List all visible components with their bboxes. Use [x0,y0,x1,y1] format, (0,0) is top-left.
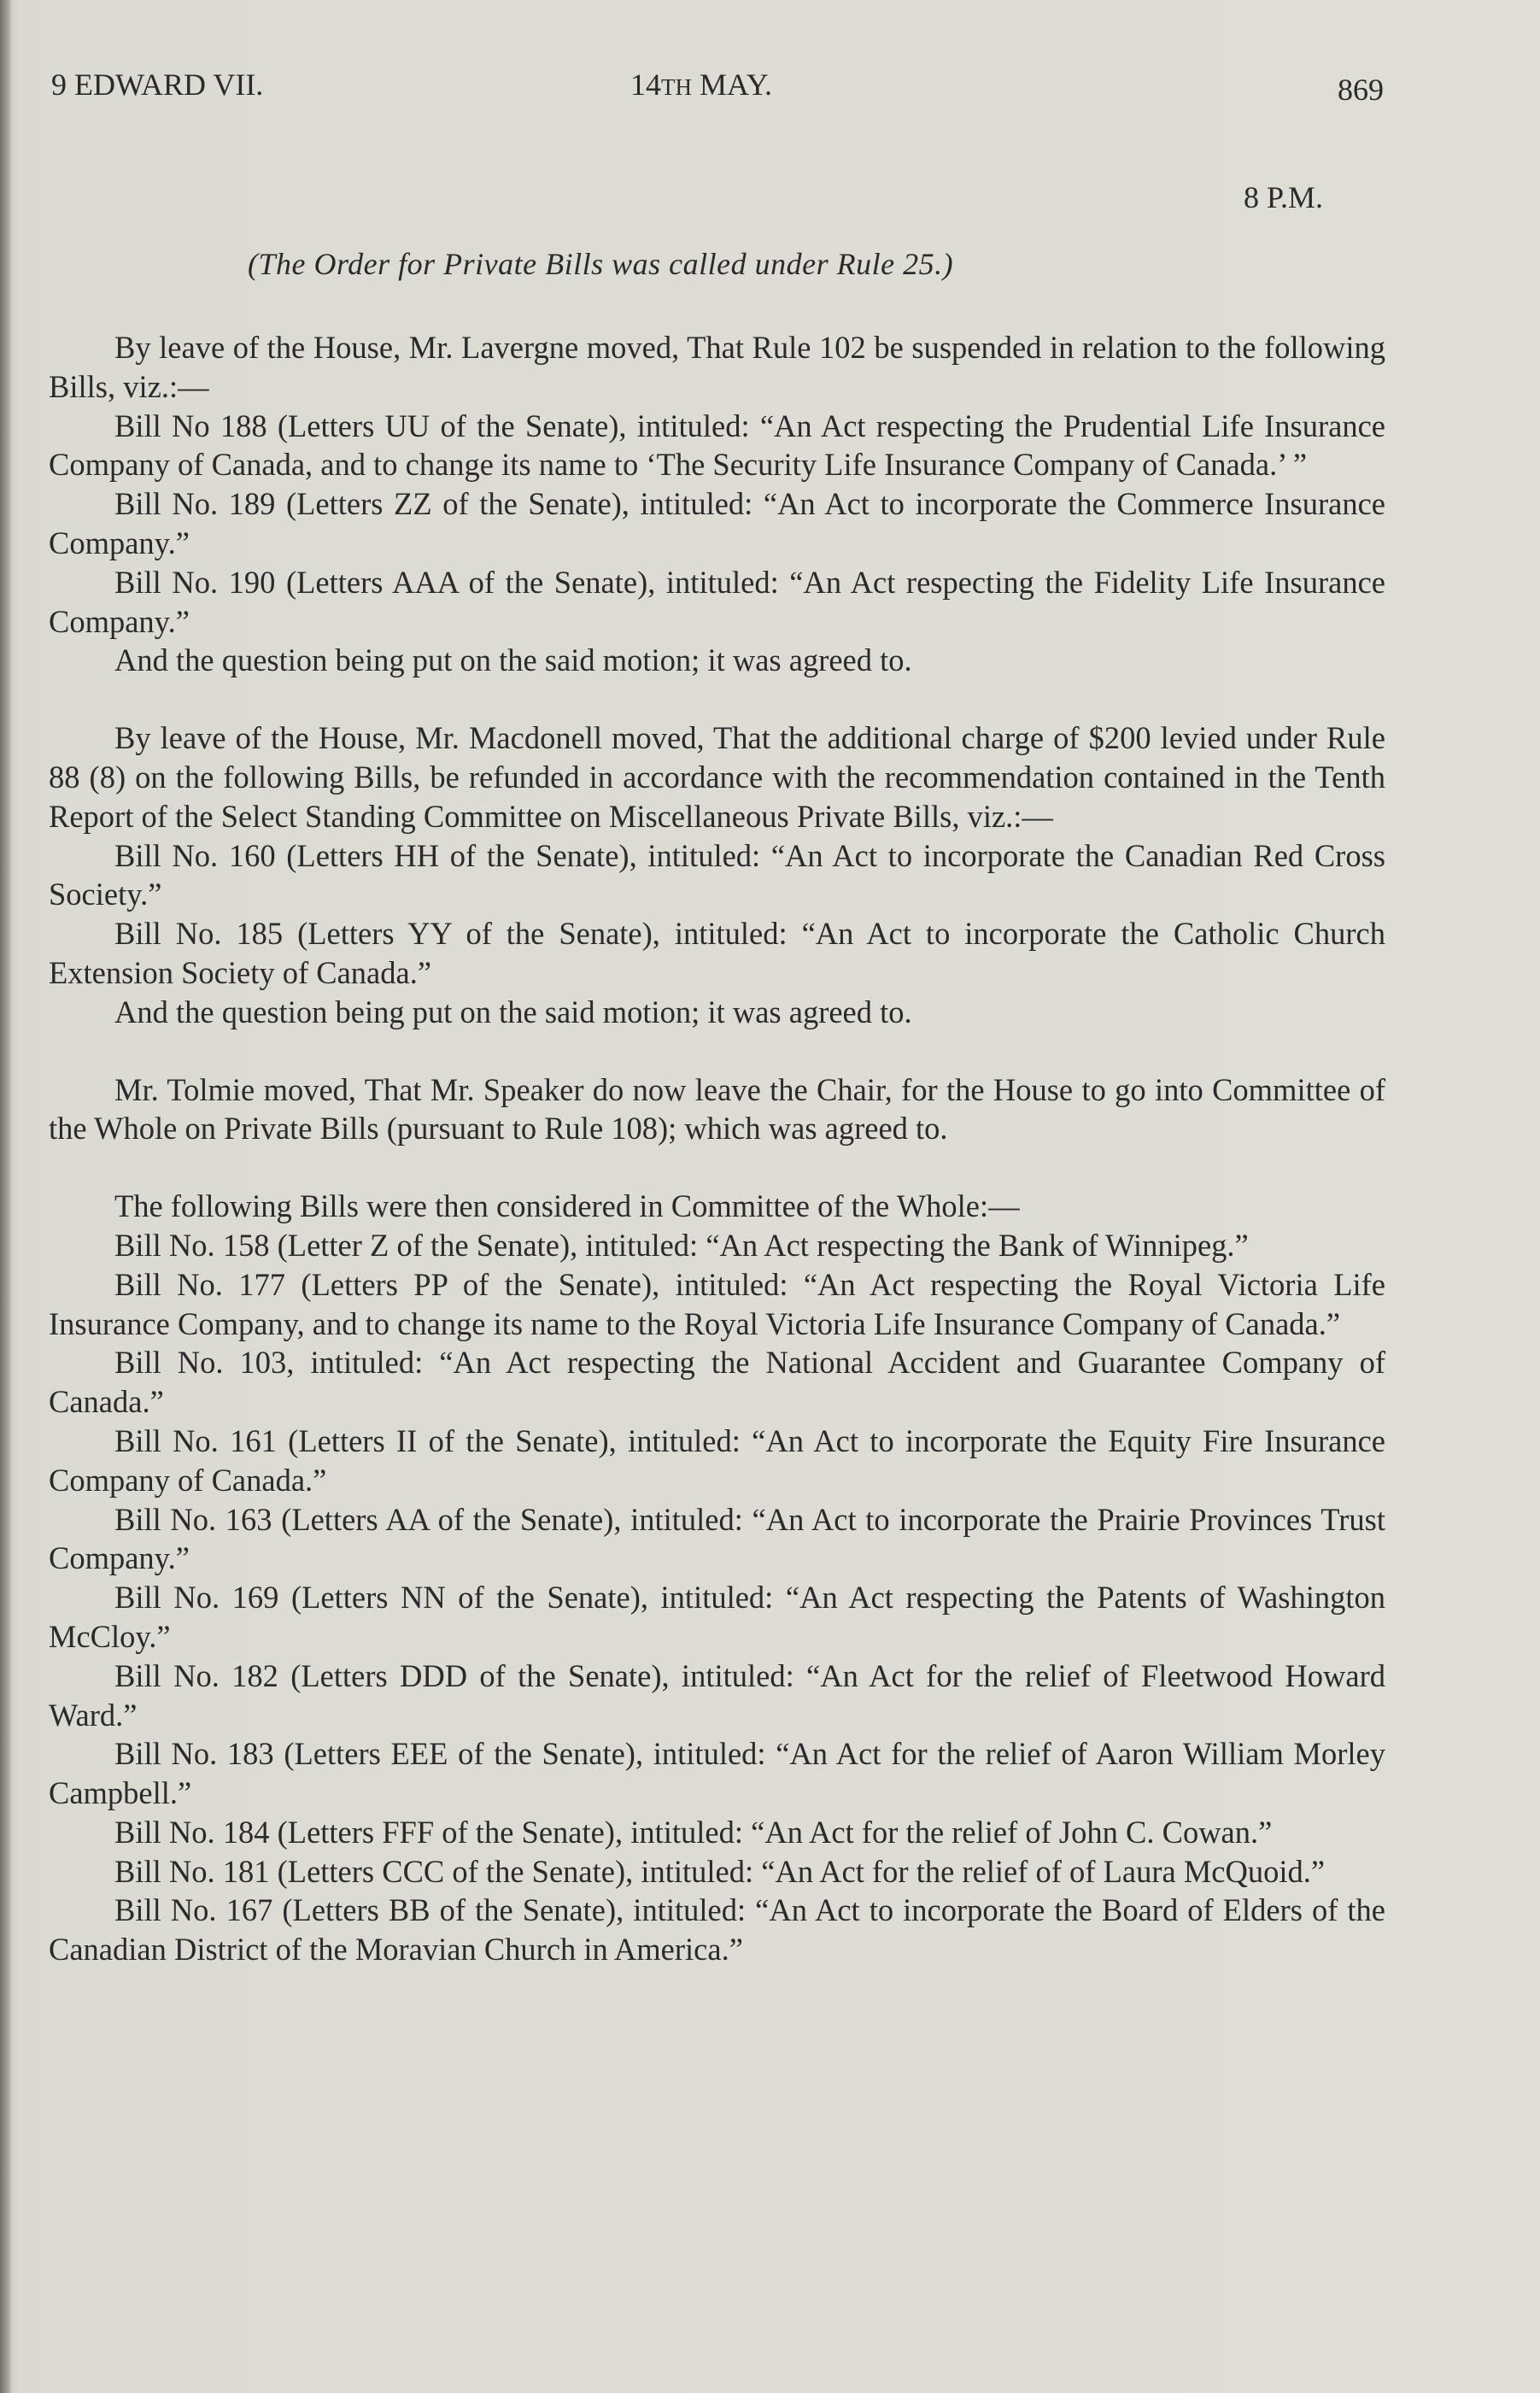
paragraph: The following Bills were then considered in Committee of the Whole:— [114,1188,1020,1224]
paragraph: Mr. Tolmie moved, That Mr. Speaker do now leave the Chair, for the House to go into Committee of the Whole on Private Bills (pursuant to Rule 108); which was agreed to. [49,1071,1385,1147]
sitting-time: 8 P.M. [1243,180,1323,214]
header-regnal-year: 9 EDWARD VII. [51,67,264,102]
paragraph: And the question being put on the said motion; it was agreed to. [114,994,912,1029]
header-date [630,67,772,103]
section-gap [49,1032,1385,1070]
paragraph: Bill No. 177 (Letters PP of the Senate), intituled: “An Act respecting the Royal Victoria Life Insurance Company, and to change its name to the Royal Victoria Life Insurance Company of Canada.” [49,1266,1385,1341]
paragraph: Bill No. 181 (Letters CCC of the Senate), intituled: “An Act for the relief of of Laura McQuoid.” [114,1853,1326,1889]
paragraph: Bill No. 158 (Letter Z of the Senate), intituled: “An Act respecting the Bank of Winnipeg.” [114,1227,1249,1263]
journal-body [49,328,1385,1969]
section-gap [49,680,1385,718]
section-bills-considered [49,1187,1385,1969]
header-date-month: MAY. [700,67,773,102]
paragraph: Bill No. 190 (Letters AAA of the Senate), intituled: “An Act respecting the Fidelity Life Insurance Company.” [49,564,1385,639]
header-date-suffix: TH [661,74,692,100]
paragraph: Bill No 188 (Letters UU of the Senate), intituled: “An Act respecting the Prudential Life Insurance Company of Canada, and to change its name to ‘The Security Life Insurance Company of Canada.’ ” [49,408,1385,483]
paragraph: Bill No. 185 (Letters YY of the Senate), intituled: “An Act to incorporate the Catholic Church Extension Society of Canada.” [49,916,1385,990]
paragraph: Bill No. 163 (Letters AA of the Senate), intituled: “An Act to incorporate the Prairie Provinces Trust Company.” [49,1501,1385,1576]
paragraph: Bill No. 184 (Letters FFF of the Senate), intituled: “An Act for the relief of John C. Cowan.” [114,1814,1273,1850]
paragraph: Bill No. 169 (Letters NN of the Senate), intituled: “An Act respecting the Patents of Washington McCloy.” [49,1580,1385,1654]
running-header [51,67,1384,118]
paragraph: Bill No. 167 (Letters BB of the Senate), intituled: “An Act to incorporate the Board of Elders of the Canadian District of the Moravian Church in America.” [49,1892,1385,1968]
paragraph: Bill No. 189 (Letters ZZ of the Senate), intituled: “An Act to incorporate the Commerce Insurance Company.” [49,486,1385,560]
binding-edge [0,0,12,2393]
section-gap [49,1148,1385,1187]
header-date-day: 14 [630,67,661,102]
section-committee-motion [49,1070,1385,1149]
paragraph: Bill No. 182 (Letters DDD of the Senate), intituled: “An Act for the relief of Fleetwood Howard Ward.” [49,1657,1385,1733]
paragraph: Bill No. 103, intituled: “An Act respecting the National Accident and Guarantee Company of Canada.” [49,1345,1385,1420]
order-note: (The Order for Private Bills was called under Rule 25.) [248,247,954,281]
section-rule-102 [49,328,1385,680]
paragraph: And the question being put on the said motion; it was agreed to. [114,642,912,678]
section-refund [49,718,1385,1031]
page-number: 869 [1338,73,1384,107]
paragraph: By leave of the House, Mr. Lavergne moved, That Rule 102 be suspended in relation to the following Bills, viz.:— [49,330,1385,404]
paragraph: Bill No. 160 (Letters HH of the Senate), intituled: “An Act to incorporate the Canadian Red Cross Society.” [49,837,1385,912]
paragraph: Bill No. 183 (Letters EEE of the Senate), intituled: “An Act for the relief of Aaron William Morley Campbell.” [49,1736,1385,1811]
paragraph: By leave of the House, Mr. Macdonell moved, That the additional charge of $200 levied under Rule 88 (8) on the following Bills, be refunded in accordance with the recommendation contained in the Tenth Report of the Select Standing Committee on Miscellaneous Private Bills, viz.:— [49,720,1385,834]
paragraph: Bill No. 161 (Letters II of the Senate), intituled: “An Act to incorporate the Equity Fire Insurance Company of Canada.” [49,1422,1385,1498]
